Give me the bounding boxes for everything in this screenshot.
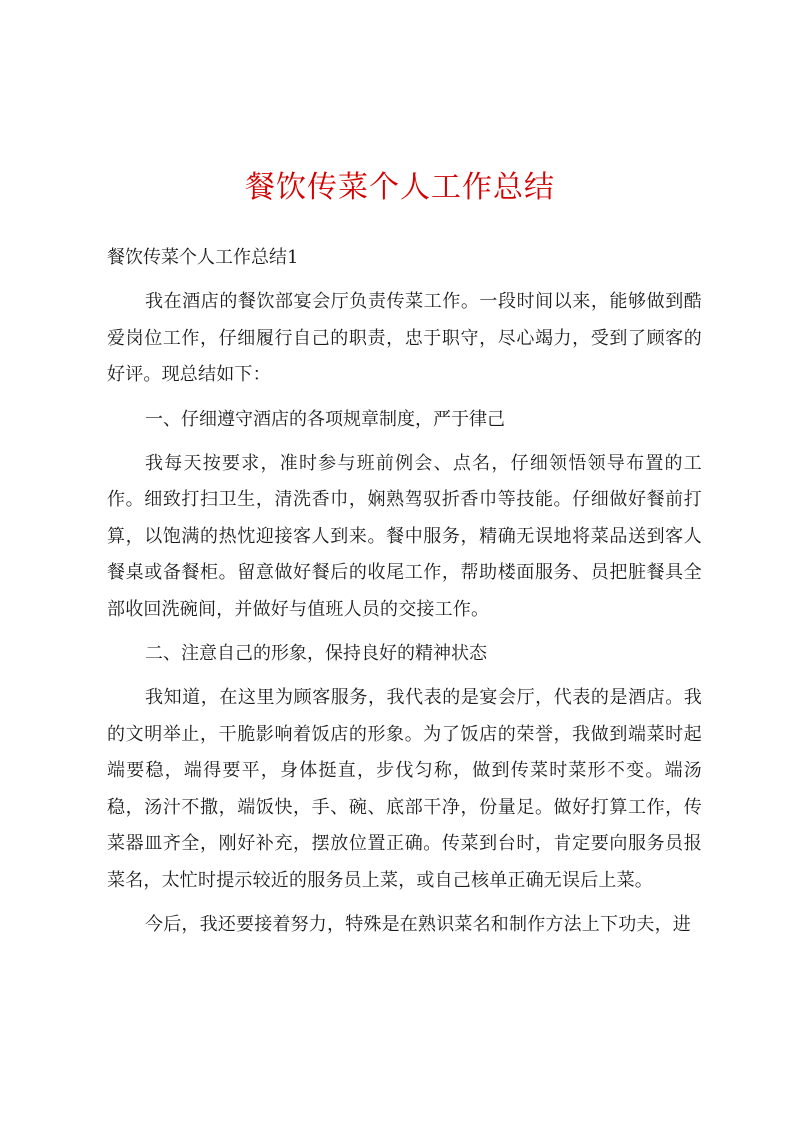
paragraph-rules: 我每天按要求，准时参与班前例会、点名，仔细领悟领导布置的工作。细致打扫卫生，清洗香巾，娴熟驾驭折香巾等技能。仔细做好餐前打算，以饱满的热忱迎接客人到来。餐中服务，精确无误地将菜品送到客人餐桌或备餐柜。留意做好餐后的收尾工作，帮助楼面服务、员把脏餐具全部收回洗碗间，并做好与值班人员的交接工作。 [107, 452, 702, 620]
paragraph-image: 我知道，在这里为顾客服务，我代表的是宴会厅，代表的是酒店。我的文明举止，干脆影响着饭店的形象。为了饭店的荣誉，我做到端菜时起端要稳，端得要平，身体挺直，步伐匀称，做到传菜时菜形不变。端汤稳，汤汁不撒，端饭快，手、碗、底部干净，份量足。做好打算工作，传菜器皿齐全，刚好补充，摆放位置正确。传菜到台时，肯定要向服务员报菜名，太忙时提示较近的服务员上菜，或自己核单正确无误后上菜。 [107, 687, 702, 891]
paragraph-intro: 我在酒店的餐饮部宴会厅负责传菜工作。一段时间以来，能够做到酷爱岗位工作，仔细履行自己的职责，忠于职守，尽心竭力，受到了顾客的好评。现总结如下： [107, 291, 702, 385]
section-heading-1: 一、仔细遵守酒店的各项规章制度，严于律己 [145, 408, 505, 430]
document-title: 餐饮传菜个人工作总结 [245, 170, 555, 205]
section-heading-2: 二、注意自己的形象，保持良好的精神状态 [145, 643, 487, 664]
section-subtitle: 餐饮传菜个人工作总结1 [107, 247, 299, 268]
paragraph-future: 今后，我还要接着努力，特殊是在熟识菜名和制作方法上下功夫，进 [145, 914, 691, 935]
document-body [107, 240, 702, 952]
